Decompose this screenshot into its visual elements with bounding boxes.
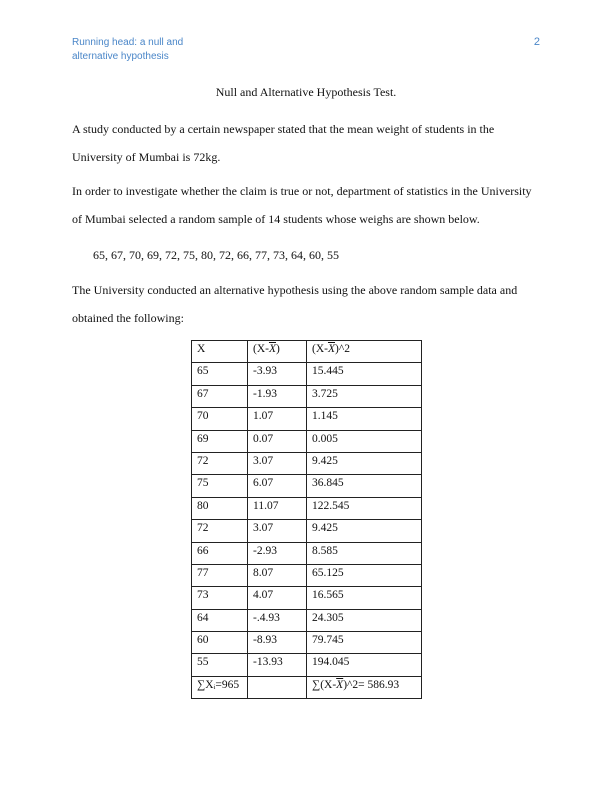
sum-x: ∑Xᵢ=965: [192, 676, 248, 698]
header-x: X: [192, 341, 248, 363]
cell-squared: 9.425: [307, 520, 422, 542]
cell-x: 73: [192, 587, 248, 609]
cell-deviation: -13.93: [248, 654, 307, 676]
cell-deviation: -8.93: [248, 632, 307, 654]
table-header-row: [192, 341, 422, 363]
table-row: [192, 452, 422, 474]
cell-squared: 24.305: [307, 609, 422, 631]
paragraph-intro: A study conducted by a certain newspaper stated that the mean weight of students in the University of Mumbai is 72kg.: [72, 122, 495, 164]
page-number: 2: [533, 36, 540, 48]
table-row: [192, 385, 422, 407]
cell-x: 77: [192, 564, 248, 586]
sample-values: 65, 67, 70, 69, 72, 75, 80, 72, 66, 77, 73, 64, 60, 55: [93, 248, 339, 262]
table-row: [192, 564, 422, 586]
sum-squared: $\sum(X-\overline{X})\^{}2= 586.93$: [307, 676, 422, 698]
cell-deviation: 6.07: [248, 475, 307, 497]
cell-x: 72: [192, 452, 248, 474]
table-row: [192, 587, 422, 609]
header-deviation: $(X-\overline{X})$: [248, 341, 307, 363]
cell-squared: 15.445: [307, 363, 422, 385]
cell-x: 60: [192, 632, 248, 654]
cell-squared: 79.745: [307, 632, 422, 654]
cell-deviation: 3.07: [248, 452, 307, 474]
table-row: [192, 430, 422, 452]
cell-squared: 36.845: [307, 475, 422, 497]
cell-x: 69: [192, 430, 248, 452]
cell-deviation: 8.07: [248, 564, 307, 586]
cell-x: 65: [192, 363, 248, 385]
cell-x: 75: [192, 475, 248, 497]
cell-squared: 9.425: [307, 452, 422, 474]
cell-deviation: -.4.93: [248, 609, 307, 631]
table-row: [192, 654, 422, 676]
running-head: Running head: a null and alternative hypothesis: [72, 37, 184, 62]
paragraph-method: In order to investigate whether the claim is true or not, department of statistics in the University of Mumbai selected a random sample of 14 students whose weighs are shown below.: [72, 184, 532, 226]
cell-squared: 194.045: [307, 654, 422, 676]
table-row: [192, 408, 422, 430]
table-row: [192, 520, 422, 542]
cell-squared: 8.585: [307, 542, 422, 564]
cell-squared: 0.005: [307, 430, 422, 452]
cell-deviation: -1.93: [248, 385, 307, 407]
cell-squared: 1.145: [307, 408, 422, 430]
cell-x: 67: [192, 385, 248, 407]
cell-squared: 16.565: [307, 587, 422, 609]
cell-squared: 65.125: [307, 564, 422, 586]
cell-deviation: 3.07: [248, 520, 307, 542]
cell-x: 80: [192, 497, 248, 519]
cell-x: 66: [192, 542, 248, 564]
table-footer-row: [192, 676, 422, 698]
cell-squared: 3.725: [307, 385, 422, 407]
cell-deviation: 4.07: [248, 587, 307, 609]
table-row: [192, 632, 422, 654]
deviation-table: [191, 340, 422, 699]
table-row: [192, 363, 422, 385]
cell-deviation: 11.07: [248, 497, 307, 519]
cell-x: 72: [192, 520, 248, 542]
header-squared-deviation: $(X-\overline{X})\^{}2$: [307, 341, 422, 363]
cell-deviation: 1.07: [248, 408, 307, 430]
table-row: [192, 497, 422, 519]
paragraph-result: The University conducted an alternative hypothesis using the above random sample data and obtained the following:: [72, 283, 518, 325]
document-title: Null and Alternative Hypothesis Test.: [215, 85, 397, 99]
cell-deviation: -2.93: [248, 542, 307, 564]
cell-x: 55: [192, 654, 248, 676]
cell-x: 70: [192, 408, 248, 430]
cell-deviation: -3.93: [248, 363, 307, 385]
table-row: [192, 542, 422, 564]
cell-x: 64: [192, 609, 248, 631]
table-row: [192, 609, 422, 631]
cell-squared: 122.545: [307, 497, 422, 519]
cell-deviation: 0.07: [248, 430, 307, 452]
footer-empty: [248, 676, 307, 698]
table-row: [192, 475, 422, 497]
